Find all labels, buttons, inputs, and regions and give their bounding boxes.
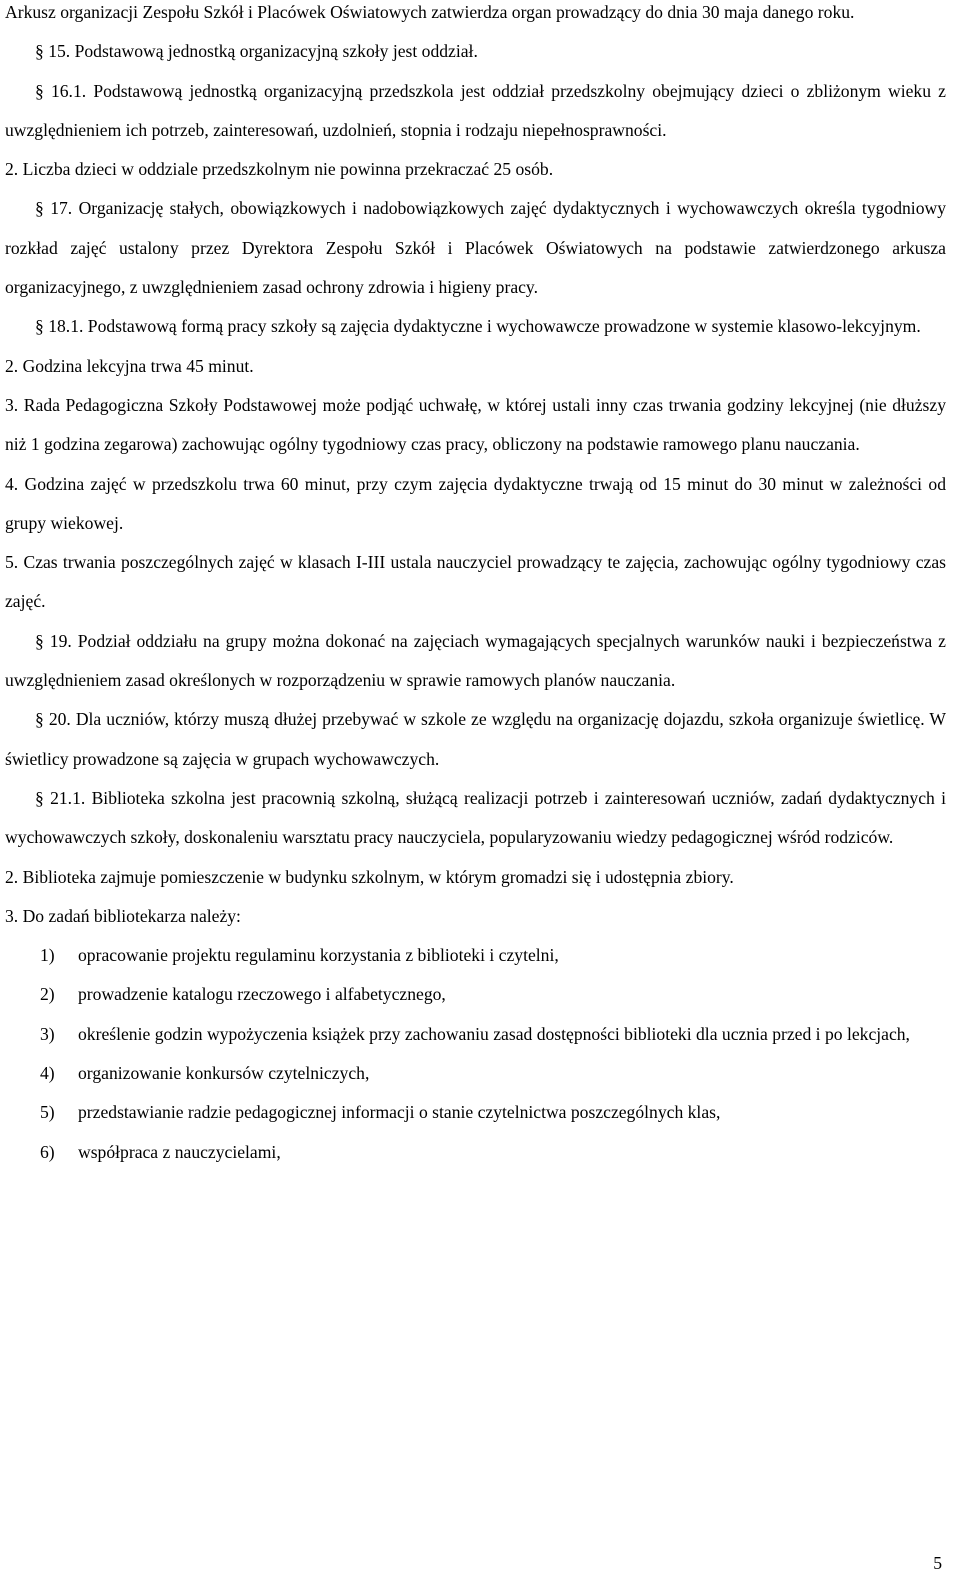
list-item-number: 4) — [40, 1063, 55, 1084]
paragraph-section-21-3: 3. Do zadań bibliotekarza należy: — [5, 905, 241, 926]
list-item — [5, 1015, 946, 1054]
list-item-number: 1) — [40, 945, 55, 966]
paragraph-section-15: § 15. Podstawową jednostką organizacyjną szkoły jest oddział. — [35, 41, 478, 62]
paragraph-section-18-2: 2. Godzina lekcyjna trwa 45 minut. — [5, 355, 254, 376]
list-item-text: przedstawianie radzie pedagogicznej informacji o stanie czytelnictwa poszczególnych klas, — [78, 1102, 721, 1123]
list-item — [5, 936, 946, 975]
paragraph-section-21-1: § 21.1. Biblioteka szkolna jest pracownią szkolną, służącą realizacji potrzeb i zainteresowań uczniów, zadań dydaktycznych i wychowawczych szkoły, doskonaleniu warsztatu pracy nauczyciela, popularyzowaniu wiedzy pedagogicznej wśród rodziców. — [5, 787, 946, 848]
librarian-tasks-list — [5, 936, 946, 1172]
list-item-number: 5) — [40, 1102, 55, 1123]
paragraph-section-18-4: 4. Godzina zajęć w przedszkolu trwa 60 minut, przy czym zajęcia dydaktyczne trwają od 15 minut do 30 minut w zależności od grupy wiekowej. — [5, 473, 946, 533]
list-item — [5, 1093, 946, 1132]
paragraph-section-18-3: 3. Rada Pedagogiczna Szkoły Podstawowej może podjąć uchwałę, w której ustali inny czas trwania godziny lekcyjnej (nie dłuższy niż 1 godzina zegarowa) zachowując ogólny tygodniowy czas pracy, obliczony na podstawie ramowego planu nauczania. — [5, 394, 946, 455]
list-item-text: prowadzenie katalogu rzeczowego i alfabetycznego, — [78, 984, 446, 1005]
list-item-number: 2) — [40, 984, 55, 1005]
paragraph-section-19: § 19. Podział oddziału na grupy można dokonać na zajęciach wymagających specjalnych warunków nauki i bezpieczeństwa z uwzględnieniem zasad określonych w rozporządzeniu w sprawie ramowych planów nauczania. — [5, 630, 946, 691]
list-item-text: określenie godzin wypożyczenia książek przy zachowaniu zasad dostępności biblioteki dla ucznia przed i po lekcjach, — [78, 1023, 910, 1044]
paragraph-arkusz: Arkusz organizacji Zespołu Szkół i Placówek Oświatowych zatwierdza organ prowadzący do dnia 30 maja danego roku. — [5, 2, 855, 22]
paragraph-section-20: § 20. Dla uczniów, którzy muszą dłużej przebywać w szkole ze względu na organizację dojazdu, szkoła organizuje świetlicę. W świetlicy prowadzone są zajęcia w grupach wychowawczych. — [5, 709, 946, 769]
list-item-text: opracowanie projektu regulaminu korzystania z biblioteki i czytelni, — [78, 945, 559, 966]
paragraph-section-16-1: § 16.1. Podstawową jednostką organizacyjną przedszkola jest oddział przedszkolny obejmujący dzieci o zbliżonym wieku z uwzględnieniem ich potrzeb, zainteresowań, uzdolnień, stopnia i rodzaju niepełnosprawności. — [5, 80, 946, 140]
paragraph-section-18-1: § 18.1. Podstawową formą pracy szkoły są zajęcia dydaktyczne i wychowawcze prowadzone w systemie klasowo-lekcyjnym. — [35, 316, 921, 337]
paragraph-section-21-2: 2. Biblioteka zajmuje pomieszczenie w budynku szkolnym, w którym gromadzi się i udostępnia zbiory. — [5, 866, 734, 887]
document-page — [5, 0, 946, 1172]
list-item — [5, 975, 946, 1014]
list-item-number: 3) — [40, 1023, 55, 1044]
list-item-number: 6) — [40, 1141, 55, 1162]
paragraph-section-16-2: 2. Liczba dzieci w oddziale przedszkolnym nie powinna przekraczać 25 osób. — [5, 159, 554, 180]
list-item-text: współpraca z nauczycielami, — [78, 1141, 281, 1162]
list-item-text: organizowanie konkursów czytelniczych, — [78, 1063, 370, 1084]
list-item — [5, 1054, 946, 1093]
paragraph-section-17: § 17. Organizację stałych, obowiązkowych i nadobowiązkowych zajęć dydaktycznych i wychowawczych określa tygodniowy rozkład zajęć ustalony przez Dyrektora Zespołu Szkół i Placówek Oświatowych na podstawie zatwierdzonego arkusza organizacyjnego, z uwzględnieniem zasad ochrony zdrowia i higieny pracy. — [5, 198, 946, 298]
list-item — [5, 1133, 946, 1172]
paragraph-section-18-5: 5. Czas trwania poszczególnych zajęć w klasach I-III ustala nauczyciel prowadzący te zajęcia, zachowując ogólny tygodniowy czas zajęć. — [5, 552, 946, 612]
page-number: 5 — [933, 1553, 942, 1573]
